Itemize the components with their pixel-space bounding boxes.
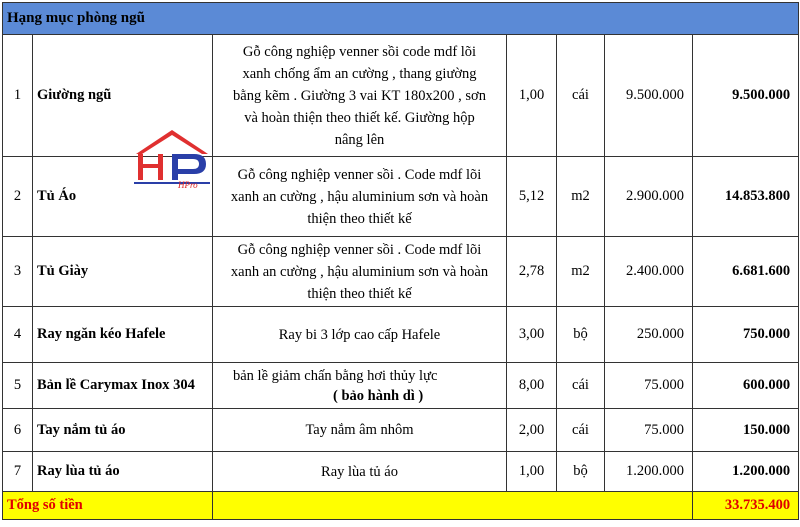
hpro-logo xyxy=(132,124,212,190)
item-unit[interactable]: cái xyxy=(557,409,605,452)
item-quantity[interactable]: 2,78 xyxy=(507,237,557,307)
desc-line: bản lề giảm chấn bằng hơi thủy lực xyxy=(233,367,438,384)
section-title[interactable]: Hạng mục phòng ngũ xyxy=(3,3,799,35)
table-row xyxy=(3,409,799,452)
item-description[interactable] xyxy=(213,157,507,237)
desc-line: Gỗ công nghiệp venner sồi . Code mdf lõi xyxy=(237,241,482,258)
item-price[interactable]: 1.200.000 xyxy=(605,452,693,492)
item-unit[interactable]: cái xyxy=(557,363,605,409)
logo-text: HPro xyxy=(178,180,198,190)
item-total[interactable]: 1.200.000 xyxy=(693,452,799,492)
desc-line: Gỗ công nghiệp venner sồi code mdf lõi xyxy=(242,43,477,60)
item-name[interactable]: Tủ Giày xyxy=(33,237,213,307)
table-row xyxy=(3,452,799,492)
desc-line: thiện theo thiết kế xyxy=(307,210,412,227)
item-name[interactable]: Tủ Áo xyxy=(33,157,213,237)
row-index[interactable]: 4 xyxy=(3,307,33,363)
item-name[interactable]: Ray lùa tủ áo xyxy=(33,452,213,492)
table-row xyxy=(3,237,799,307)
item-name[interactable]: Ray ngăn kéo Hafele xyxy=(33,307,213,363)
item-price[interactable]: 2.400.000 xyxy=(605,237,693,307)
item-price[interactable]: 9.500.000 xyxy=(605,35,693,157)
desc-line: nâng lên xyxy=(334,131,385,148)
desc-line: xanh chống ẩm an cường , thang giường xyxy=(242,65,477,82)
item-unit[interactable]: m2 xyxy=(557,157,605,237)
total-value[interactable]: 33.735.400 xyxy=(693,492,799,520)
item-unit[interactable]: m2 xyxy=(557,237,605,307)
item-total[interactable]: 600.000 xyxy=(693,363,799,409)
item-total[interactable]: 750.000 xyxy=(693,307,799,363)
desc-line: xanh an cường , hậu aluminium sơn và hoàn xyxy=(230,188,489,205)
item-quantity[interactable]: 1,00 xyxy=(507,35,557,157)
item-quantity[interactable]: 1,00 xyxy=(507,452,557,492)
desc-line: ( bảo hành dì ) xyxy=(333,387,424,404)
item-name[interactable]: Giường ngũ xyxy=(33,35,213,157)
item-quantity[interactable]: 2,00 xyxy=(507,409,557,452)
desc-line: xanh an cường , hậu aluminium sơn và hoàn xyxy=(230,263,489,280)
desc-line: và hoàn thiện theo thiết kế. Giường hộp xyxy=(244,109,475,126)
row-index[interactable]: 2 xyxy=(3,157,33,237)
item-total[interactable]: 9.500.000 xyxy=(693,35,799,157)
table-row xyxy=(3,363,799,409)
item-description[interactable] xyxy=(213,452,507,492)
item-price[interactable]: 2.900.000 xyxy=(605,157,693,237)
row-index[interactable]: 3 xyxy=(3,237,33,307)
section-header-row xyxy=(3,3,799,35)
desc-line: Ray bi 3 lớp cao cấp Hafele xyxy=(278,326,441,343)
table-row xyxy=(3,35,799,157)
desc-line: bằng kẽm . Giường 3 vai KT 180x200 , sơn xyxy=(233,87,486,104)
item-unit[interactable]: cái xyxy=(557,35,605,157)
table-row xyxy=(3,307,799,363)
row-index[interactable]: 5 xyxy=(3,363,33,409)
quote-table xyxy=(2,2,799,520)
item-name[interactable]: Bản lề Carymax Inox 304 xyxy=(33,363,213,409)
item-description[interactable] xyxy=(213,35,507,157)
item-total[interactable]: 6.681.600 xyxy=(693,237,799,307)
row-index[interactable]: 7 xyxy=(3,452,33,492)
desc-line: Gỗ công nghiệp venner sồi . Code mdf lõi xyxy=(237,166,482,183)
item-quantity[interactable]: 5,12 xyxy=(507,157,557,237)
row-index[interactable]: 6 xyxy=(3,409,33,452)
total-row xyxy=(3,492,799,520)
item-unit[interactable]: bộ xyxy=(557,307,605,363)
item-description[interactable] xyxy=(213,363,507,409)
item-price[interactable]: 75.000 xyxy=(605,363,693,409)
item-total[interactable]: 150.000 xyxy=(693,409,799,452)
desc-line: Ray lùa tủ áo xyxy=(321,463,398,480)
total-empty-cell[interactable] xyxy=(213,492,693,520)
item-price[interactable]: 75.000 xyxy=(605,409,693,452)
item-quantity[interactable]: 3,00 xyxy=(507,307,557,363)
desc-line: Tay nắm âm nhôm xyxy=(305,422,414,438)
item-description[interactable] xyxy=(213,237,507,307)
item-total[interactable]: 14.853.800 xyxy=(693,157,799,237)
item-name[interactable]: Tay nắm tủ áo xyxy=(33,409,213,452)
item-description[interactable] xyxy=(213,307,507,363)
item-unit[interactable]: bộ xyxy=(557,452,605,492)
table-row xyxy=(3,157,799,237)
total-label[interactable]: Tổng số tiền xyxy=(3,492,213,520)
row-index[interactable]: 1 xyxy=(3,35,33,157)
desc-line: thiện theo thiết kế xyxy=(307,285,412,302)
item-price[interactable]: 250.000 xyxy=(605,307,693,363)
item-quantity[interactable]: 8,00 xyxy=(507,363,557,409)
item-description[interactable] xyxy=(213,409,507,452)
